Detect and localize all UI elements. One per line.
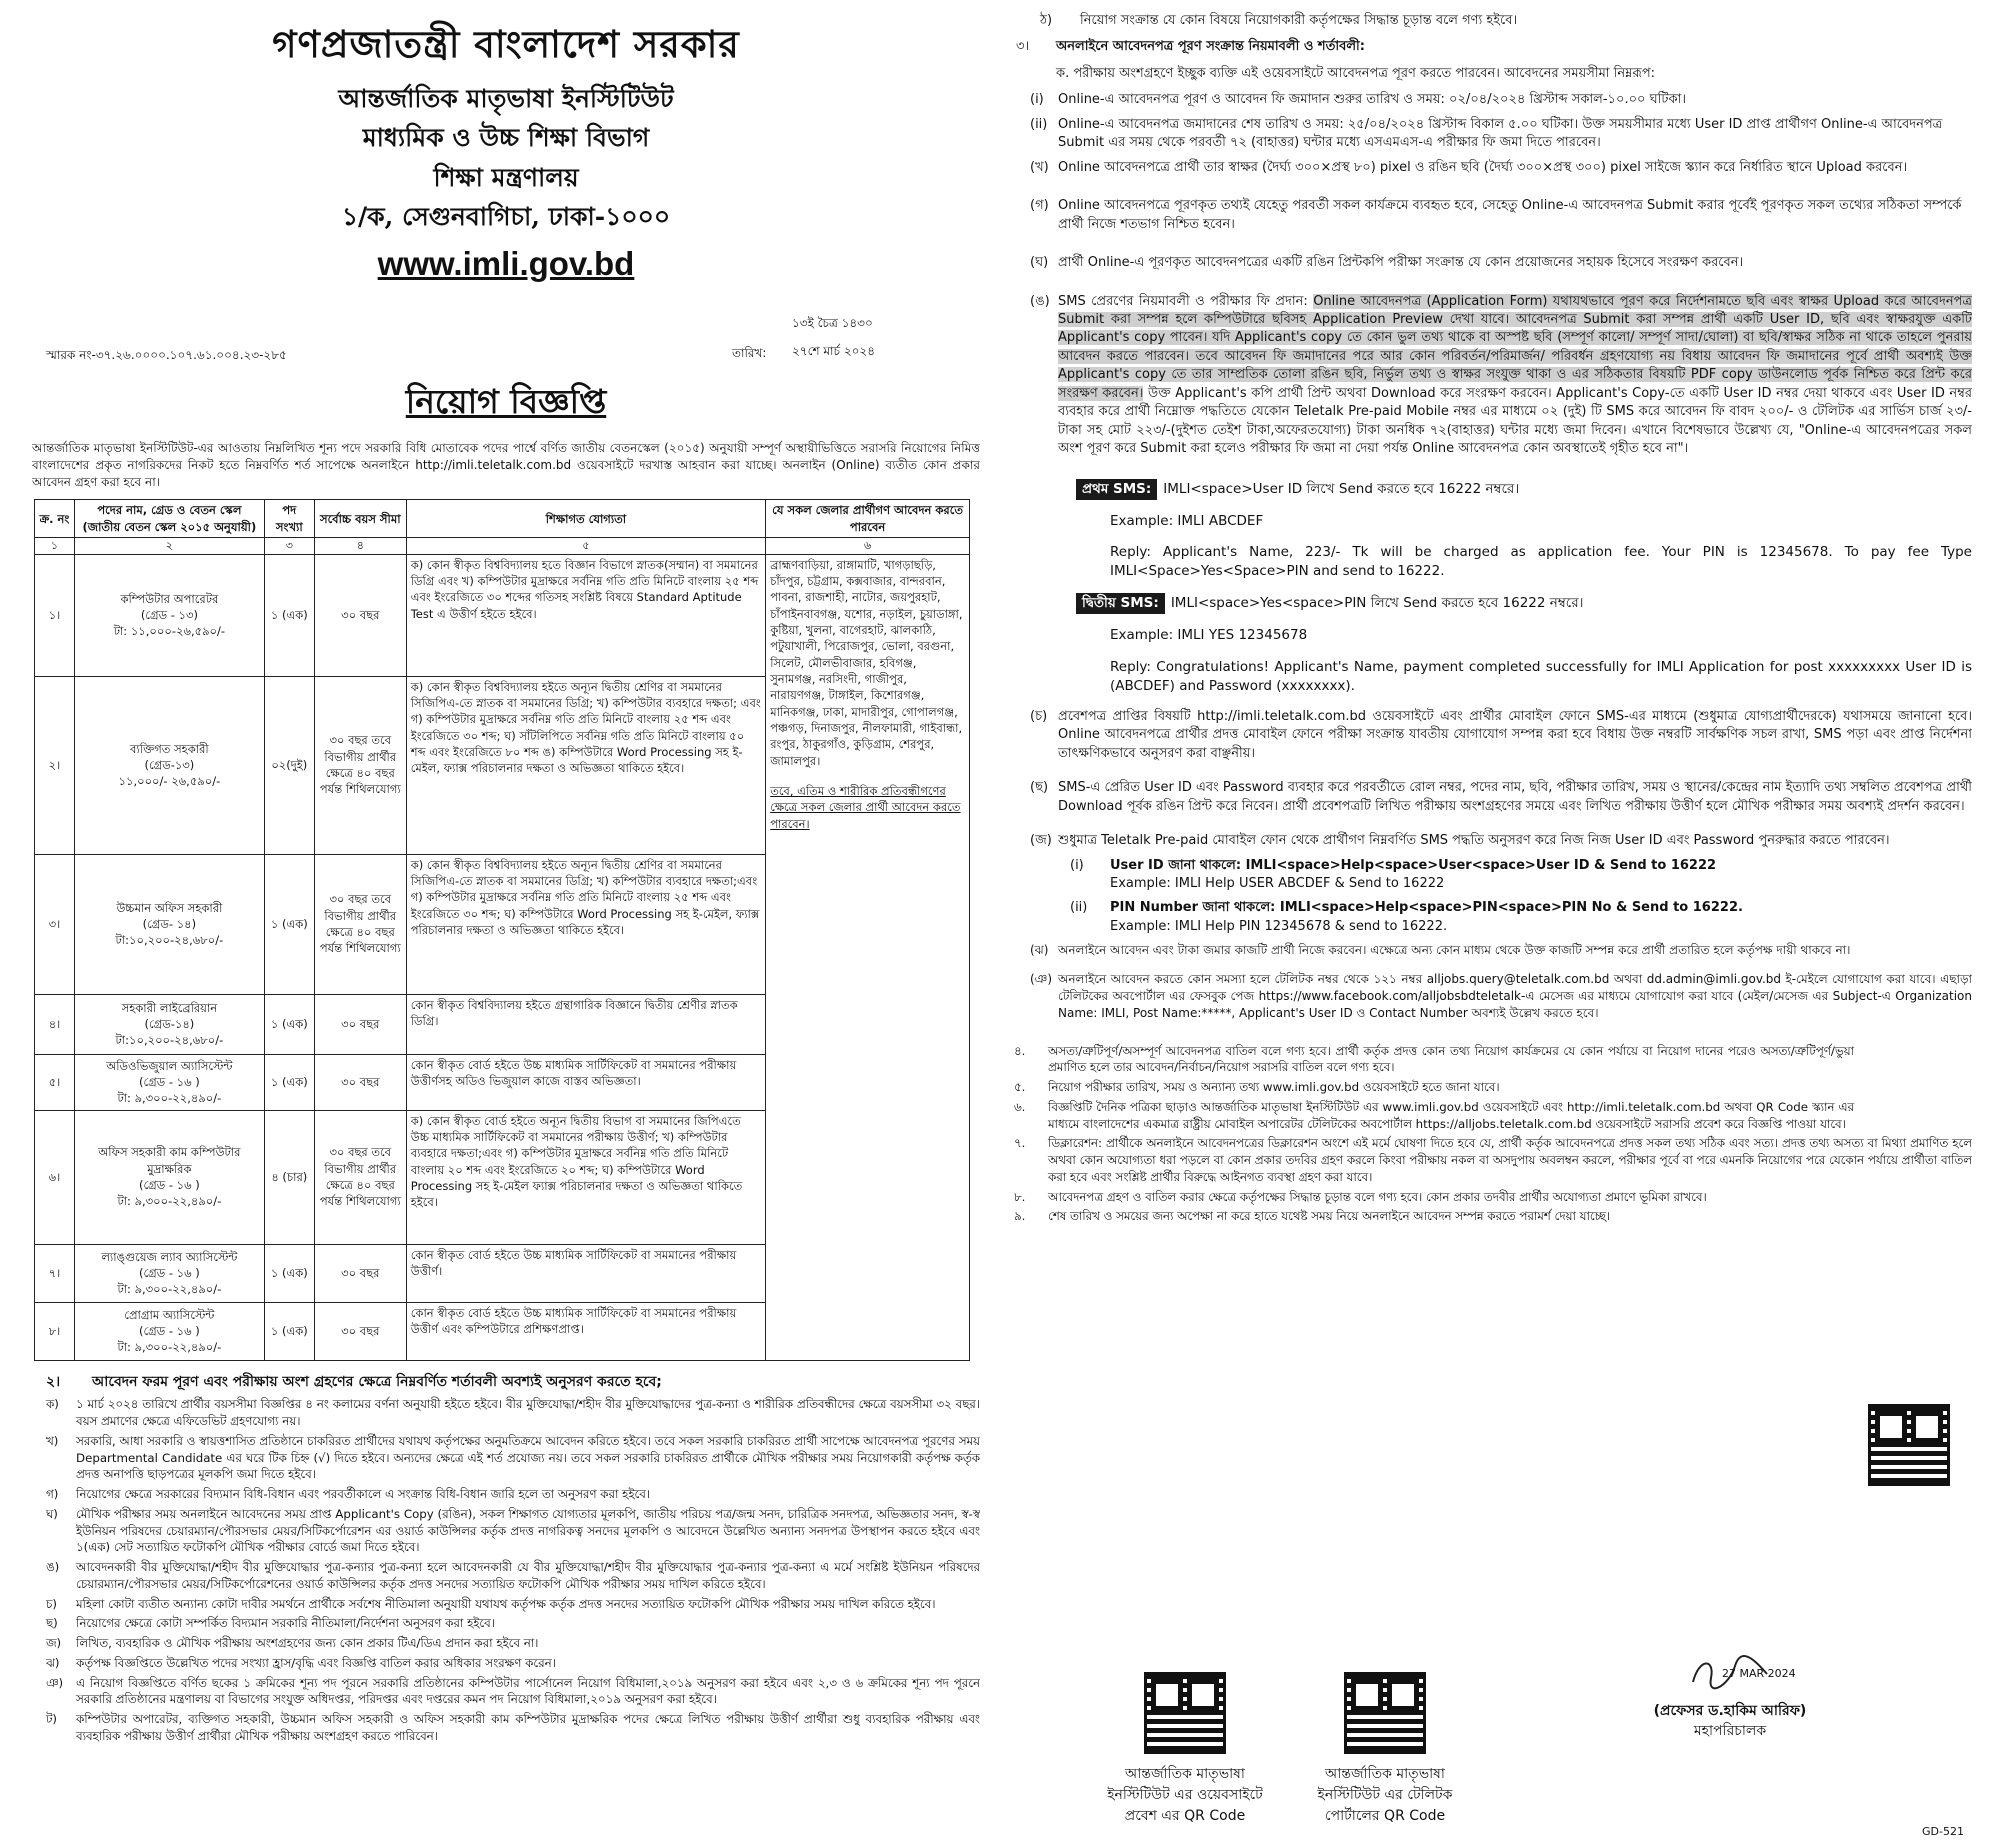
item-text: Online আবেদনপত্রে প্রার্থী তার স্বাক্ষর (দৈর্ঘ্য ৩০০×প্রস্থ ৮০) pixel ও রঙিন ছবি (দৈর্ঘ্য ৩০০×প্রস্থ ৩০০) pixel সাইজে স্ক্যান করে নির্ধারিত স্থানে Upload করবেন। (1058, 159, 1908, 175)
col-age: সর্বোচ্চ বয়স সীমা (314, 500, 406, 538)
post-scale: টা:১০,২০০-২৪,৬৮০/- (115, 1033, 224, 1048)
item-key: ছ) (46, 1616, 58, 1631)
item-text: অনলাইনে আবেদন করতে কোন সমস্যা হলে টেলিটক নম্বর থেকে ১২১ নম্বর alljobs.query@teletalk.com.bd অথবা dd.admin@imli.gov.bd ই-মেইলে যোগাযোগ করা যাবে। এছাড়া টেলিটকের অবপোর্টাল এর ফেসবুক পেজ https://www.facebook.com/alljobsbdteletalk-এ মেসেজ এর মাধ্যমে যোগাযোগ করা যাবে (মেইল/মেসেজ এর Subject-এ Organization Name: IMLI, Post Name:*****, Applicant's User ID ও Contact Number অবশ্যই উল্লেখ করতে হবে। (1058, 972, 1972, 1021)
section-2-title: আবেদন ফরম পূরণ এবং পরীক্ষায় অংশ গ্রহণের ক্ষেত্রে নিম্নবর্ণিত শর্তাবলী অবশ্যই অনুসরণ করতে হবে; (92, 1373, 662, 1390)
qr-website-caption (1100, 1764, 1270, 1827)
recover-pin-example: Example: IMLI Help PIN 12345678 & send to 16222. (1110, 918, 1448, 934)
list-item (1000, 1208, 1972, 1225)
item-key: (ii) (1070, 900, 1088, 916)
post-name: অফিস সহকারী কাম কম্পিউটার মুদ্রাক্ষরিক (98, 1145, 241, 1176)
item-text: বিজ্ঞপ্তিটি দৈনিক পত্রিকা ছাড়াও আন্তর্জাতিক মাতৃভাষা ইনস্টিটিউট এর www.imli.gov.bd ওয়েবসাইটে এবং http://imli.teletalk.com.bd অথবা QR Code স্ক্যান এর মাধ্যমে বাংলাদেশের একমাত্র রাষ্ট্রীয় মোবাইল অপারেটর টেলিটকের অবপোর্টাল https://alljobs.teletalk.com.bd ওয়েবসাইটে সরাসরি প্রবেশ করে বিজ্ঞপ্তি পাওয়া যাবে। (1048, 1099, 1854, 1131)
item-text: SMS-এ প্রেরিত User ID এবং Password ব্যবহার করে পরবর্তীতে রোল নম্বর, পদের নাম, ছবি, পরীক্ষার তারিখ, সময় ও স্থানের/কেন্দ্রের নাম ইত্যাদি তথ্য সম্বলিত প্রবেশপত্র প্রার্থী Download পূর্বক রঙিন প্রিন্ট করে নিবেন। প্রার্থী প্রবেশপত্রটি লিখিত পরীক্ষায় অংশগ্রহণের সময়ে এবং লিখিত পরীক্ষায় উত্তীর্ণ হলে মৌখিক পরীক্ষার সময় অবশ্যই প্রদর্শন করবেন। (1058, 780, 1972, 814)
col-districts: যে সকল জেলার প্রার্থীগণ আবেদন করতে পারবেন (766, 500, 970, 538)
second-sms-example: Example: IMLI YES 12345678 (1110, 627, 1308, 644)
item-key: (ii) (1030, 116, 1048, 132)
item-key: ৮. (1014, 1189, 1026, 1204)
first-sms (1076, 479, 1972, 500)
recover-pin: PIN Number জানা থাকলে: IMLI<space>Help<space>PIN<space>PIN No & Send to 16222. (1110, 900, 1743, 916)
qr-caption-line: ইনস্টিটিউট এর ওয়েবসাইটে (1107, 1787, 1263, 1803)
item-text (1110, 899, 1972, 936)
item-text: আবেদনকারী বীর মুক্তিযোদ্ধা/শহীদ বীর মুক্তিযোদ্ধার পুত্র-কন্যার পুত্র-কন্যা হলে আবেদনকারী যে বীর মুক্তিযোদ্ধা/শহীদ বীর মুক্তিযোদ্ধার পুত্র-কন্যার পুত্র-কন্যা এ মর্মে সংশ্লিষ্ট ইউনিয়ন পরিষদের চেয়ারম্যান/পৌরসভার মেয়র/সিটিকর্পোরেশনের ওয়ার্ড কাউন্সিলর কর্তৃক প্রদত্ত সনদের সত্যায়িত ফটোকপি মৌখিক পরীক্ষার সময় দাখিল করিতে হইবে। (76, 1560, 980, 1591)
row-post (74, 1302, 264, 1360)
list-item (32, 1506, 980, 1556)
post-name: সহকারী লাইব্রেরিয়ান (121, 1000, 218, 1015)
index-cell: ৫ (406, 538, 765, 555)
item-text: লিখিত, ব্যবহারিক ও মৌখিক পরীক্ষায় অংশগ্রহণের জন্য কোন প্রকার টিএ/ডিএ প্রদান করা হইবে না। (76, 1636, 539, 1651)
qr-code-icon[interactable] (1344, 1672, 1426, 1754)
item-text: সরকারি, আধা সরকারি ও স্বায়ত্তশাসিত প্রতিষ্ঠানে চাকরিরত প্রার্থীদের যথাযথ কর্তৃপক্ষের অনুমতিক্রমে আবেদন করিতে হইবে। তবে সকল সরকারি চাকরিরত প্রার্থী সাপেক্ষে আবেদনপত্র পূরণের সময় Departmental Candidate এর ঘরে টিক চিহ্ন (√) দিতে হইবে। অন্যদের ক্ষেত্রে এই শর্ত প্রযোজ্য নয়। তবে সকল সরকারি চাকরিরত প্রার্থীকে মৌখিক পরীক্ষার সময় নিয়োগকারী কর্তৃপক্ষ কর্তৃক প্রদত্ত অনাপত্তি ছাড়পত্রের মূলকপি জমা দিতে হইবে। (76, 1433, 980, 1482)
list-item (1000, 1043, 1854, 1077)
final-notes-2 (1000, 1135, 1972, 1225)
item-key: (গ) (1030, 198, 1049, 214)
first-sms-text: IMLI<space>User ID লিখে Send করতে হবে 16222 নম্বরে। (1163, 480, 1520, 497)
row-count: ১ (এক) (264, 854, 314, 994)
post-grade: (গ্রেড - ১৩) (140, 607, 198, 622)
right-column (1000, 0, 1972, 1846)
row-sl: ৭। (35, 1244, 75, 1302)
post-scale: টা: ৯,৩০০-২২,৪৯০/- (117, 1091, 222, 1106)
item-text: ক. পরীক্ষায় অংশগ্রহণে ইচ্ছুক ব্যক্তি এই ওয়েবসাইটে আবেদনপত্র পূরণ করতে পারবেন। আবেদনের সময়সীমা নিম্নরূপ: (1056, 65, 1656, 81)
item-text (1058, 293, 1972, 459)
post-scale: ১১,০০০/- ২৬,৫৯০/- (118, 774, 221, 789)
qr-caption-line: আন্তর্জাতিক মাতৃভাষা (1125, 1766, 1245, 1782)
item-key: (ছ) (1030, 780, 1049, 796)
table-header-row (35, 500, 970, 538)
footer-code: GD-521 (1922, 1825, 1964, 1839)
item-text: কম্পিউটার অপারেটর, ব্যক্তিগত সহকারী, উচ্চমান অফিস সহকারী ও অফিস সহকারী কাম কম্পিউটার মুদ্রাক্ষরিক পদের ক্ষেত্রে লিখিত পরীক্ষায় উত্তীর্ণ প্রার্থীরা শুধু ব্যবহারিক পরীক্ষায় এবং ব্যবহারিক পরীক্ষায় উত্তীর্ণ প্রার্থীরা মৌখিক পরীক্ষায় অংশগ্রহণ করতে পারিবেন। (76, 1712, 980, 1743)
memo-ref: স্মারক নং-৩৭.২৬.০০০০.১০৭.৬১.০০৪.২৩-২৮৫ (46, 348, 287, 363)
date-bangla: ১৩ই চৈত্র ১৪৩০ (792, 316, 873, 331)
post-name: ব্যক্তিগত সহকারী (130, 741, 209, 756)
row-qual: ক) কোন স্বীকৃত বোর্ড হইতে অন্যূন দ্বিতীয় বিভাগ বা সমমানের জিপিএতে উচ্চ মাধ্যমিক সার্টিফিকেট বা সমমানের পরীক্ষায় উত্তীর্ণ; খ) কম্পিউটার ব্যবহারে দক্ষতা;এবং গ) কম্পিউটার মুদ্রাক্ষরে সর্বনিম্ন গতি প্রতি মিনিটে বাংলায় ২০ শব্দ এবং ইংরেজিতে ২০ শব্দ; ঘ) কম্পিউটারে Word Processing সহ ই-মেইল ফ্যাক্স পরিচালনার দক্ষতা ও অভিজ্ঞতা থাকিতে হইবে। (406, 1110, 765, 1244)
list-item (32, 1433, 980, 1483)
qr-code-icon[interactable] (1144, 1672, 1226, 1754)
row-sl: ৪। (35, 994, 75, 1054)
item-key: (খ) (1030, 159, 1049, 175)
list-item (1000, 942, 1972, 959)
second-sms (1076, 593, 1972, 614)
row-post (74, 994, 264, 1054)
first-sms-reply: Reply: Applicant's Name, 223/- Tk will be charged as application fee. Your PIN is 12345678. To pay fee Type IMLI<Space>Yes<Space>PIN and send to 16222. (1110, 543, 1972, 580)
sms-rules-rest: উক্ত Applicant's কপি প্রার্থী প্রিন্ট অথবা Download করে সংরক্ষণ করবেন। Applicant's Copy-তে একটি User ID নম্বর দেয়া থাকবে এবং User ID নম্বর ব্যবহার করে প্রার্থী নিম্নোক্ত পদ্ধতিতে যেকোন Teletalk Pre-paid Mobile নম্বর এর মাধ্যমে ০২ (দুই) টি SMS করে আবেদন ফি বাবদ ২০০/- ও টেলিটক এর সার্ভিস চার্জ ২৩/- টাকা সহ মোট ২২৩/-(দুইশত তেইশ টাকা,অফেরতযোগ্য) টাকা অনধিক ৭২(বাহাত্তর) ঘন্টার মধ্যে জমা দিবেন। এখানে বিশেষভাবে উল্লেখ্য যে, "Online-এ আবেদনপত্রের সকল অংশ পূরণ করে Submit করা হলেও পরীক্ষার ফি জমা না দেয়া পর্যন্ত Online আবেদনপত্র কোন অবস্থাতেই গৃহীত হবে না"। (1058, 385, 1972, 457)
section-2-number: ২। (46, 1373, 61, 1390)
item-text: অনলাইনে আবেদন এবং টাকা জমার কাজটি প্রার্থী নিজে করবেন। এক্ষেত্রে অন্য কোন মাধ্যম থেকে উক্ত কাজটি সম্পন্ন করে প্রার্থী প্রতারিত হলে কর্তৃপক্ষ দায়ী থাকবে না। (1058, 943, 1851, 958)
item-key: খ) (46, 1433, 59, 1448)
item-text: কর্তৃপক্ষ বিজ্ঞপ্তিতে উল্লেখিত পদের সংখ্যা হ্রাস/বৃদ্ধি এবং বিজ্ঞপ্তি বাতিল করার অধিকার সংরক্ষণ করেন। (76, 1655, 556, 1670)
row-qual: ক) কোন স্বীকৃত বিশ্ববিদ্যালয় হইতে অন্যূন দ্বিতীয় শ্রেণির বা সমমানের সিজিপিএ-তে স্নাতক বা সমমানের ডিগ্রি; খ) কম্পিউটার ব্যবহারে দক্ষতা;এবং গ) কম্পিউটার মুদ্রাক্ষরে সর্বনিম্ন গতি প্রতি মিনিটে বাংলায় ২৫ শব্দ এবং ইংরেজিতে ৩০ শব্দ; ঘ) কম্পিউটারে Word Processing সহ ই-মেইল, ফ্যাক্স পরিচালনার দক্ষতা ও অভিজ্ঞতা থাকিতে হইবে। (406, 854, 765, 994)
item-key: (ঘ) (1030, 255, 1049, 271)
list-item (1000, 159, 1972, 177)
signatory-name: (প্রফেসর ড.হাকিম আরিফ) (1653, 1703, 1807, 1719)
item-key-empty (1000, 65, 1056, 83)
row-qual: কোন স্বীকৃত বোর্ড হইতে উচ্চ মাধ্যমিক সার্টিফিকেট বা সমমানের পরীক্ষায় উত্তীর্ণ এবং কম্পিউটারে প্রশিক্ষণপ্রাপ্ত। (406, 1302, 765, 1360)
item-text: শেষ তারিখ ও সময়ের জন্য অপেক্ষা না করে হাতে যথেষ্ট সময় নিয়ে অনলাইনে আবেদন সম্পন্ন করতে পরামর্শ দেয়া যাচ্ছে। (1048, 1209, 1610, 1224)
districts-list: ব্রাহ্মণবাড়িয়া, রাঙ্গামাটি, খাগড়াছড়ি, চাঁদপুর, চট্টগ্রাম, কক্সবাজার, বান্দরবান, পাবনা, রাজশাহী, নাটোর, জয়পুরহাট, চাঁপাইনবাবগঞ্জ, যশোর, নড়াইল, চুয়াডাঙ্গা, কুষ্টিয়া, খুলনা, বাগেরহাট, ঝালকাঠি, পটুয়াখালী, পিরোজপুর, ভোলা, বরগুনা, সিলেট, মৌলভীবাজার, হবিগঞ্জ, সুনামগঞ্জ, নরসিংদী, গাজীপুর, নারায়ণগঞ্জ, টাঙ্গাইল, কিশোরগঞ্জ, মানিকগঞ্জ, ঢাকা, মাদারীপুর, গোপালগঞ্জ, পঞ্চগড়, দিনাজপুর, নীলফামারী, গাইবান্ধা, রংপুর, ঠাকুরগাঁও, কুড়িগ্রাম, শেরপুর, জামালপুর। (770, 557, 963, 768)
row-age: ৩০ বছর (314, 554, 406, 676)
index-cell: ৪ (314, 538, 406, 555)
post-scale: টা: ১১,০০০-২৬,৫৯০/- (113, 624, 226, 639)
item-text: ১ মার্চ ২০২৪ তারিখে প্রার্থীর বয়সসীমা বিজ্ঞপ্তির ৪ নং কলামের বর্ণনা অনুযায়ী হইতে হইবে। বীর মুক্তিযোদ্ধা/শহীদ বীর মুক্তিযোদ্ধাদের পুত্র-কন্যা ও শারীরিক প্রতিবন্ধীদের ক্ষেত্রে বয়সসীমা ৩২ বছর। বয়স প্রমাণের ক্ষেত্রে এফিডেভিট গ্রহণযোগ্য নয়। (76, 1397, 980, 1429)
memo-line (32, 315, 980, 373)
col-post: পদের নাম, গ্রেড ও বেতন স্কেল (জাতীয় বেতন স্কেল ২০১৫ অনুযায়ী) (74, 500, 264, 538)
date-english: ২৭শে মার্চ ২০২৪ (792, 344, 876, 359)
row-age: ৩০ বছর (314, 1302, 406, 1360)
item-key: ঞ) (46, 1675, 64, 1690)
list-item (1000, 1189, 1972, 1206)
item-key: (ঝ) (1030, 943, 1049, 958)
item-text: মহিলা কোটা ব্যতীত অন্যান্য কোটা দাবীর সমর্থনে প্রার্থীকে সর্বশেষ নীতিমালা অনুযায়ী যথাযথ কর্তৃপক্ষ কর্তৃক প্রদত্ত সনদের সত্যায়িত ফটোকপি মৌখিক পরীক্ষার সময় দাখিল করিতে হইবে। (76, 1596, 936, 1611)
row-sl: ৫। (35, 1054, 75, 1110)
item-text: শুধুমাত্র Teletalk Pre-paid মোবাইল ফোন থেকে প্রার্থীগণ নিম্নবর্ণিত SMS পদ্ধতি অনুসরণ করে নিজ নিজ User ID এবং Password পুনরুদ্ধার করতে পারবেন। (1058, 833, 1890, 849)
item-key: (i) (1030, 92, 1044, 108)
qr-caption-line: ইনস্টিটিউট এর টেলিটক (1317, 1787, 1453, 1803)
row-count: ০২(দুই) (264, 676, 314, 854)
item-key: ৯. (1014, 1209, 1026, 1224)
section-3-title: অনলাইনে আবেদনপত্র পূরণ সংক্রান্ত নিয়মাবলী ও শর্তাবলী: (1056, 39, 1365, 55)
row-age: ৩০ বছর (314, 1244, 406, 1302)
list-item (32, 1711, 980, 1745)
row-age: ৩০ বছর তবে বিভাগীয় প্রার্থীর ক্ষেত্রে ৪০ বছর পর্যন্ত শিথিলযোগ্য (314, 854, 406, 994)
list-item (1000, 857, 1972, 894)
row-age: ৩০ বছর (314, 1054, 406, 1110)
list-item (1000, 899, 1972, 936)
post-scale: টা: ৯,৩০০-২২,৪৯০/- (117, 1340, 222, 1355)
item-key: চ) (46, 1596, 57, 1611)
item-text: প্রার্থী Online-এ পূরণকৃত আবেদনপত্রের একটি রঙিন প্রিন্টকপি পরীক্ষা সংক্রান্ত যে কোন প্রয়োজনের সহায়ক হিসেবে সংরক্ষণ করবেন। (1058, 255, 1744, 271)
row-qual: ক) কোন স্বীকৃত বিশ্ববিদ্যালয় হইতে অন্যূন দ্বিতীয় শ্রেণির বা সমমানের সিজিপিএ-তে স্নাতক বা সমমানের ডিগ্রি; খ) কম্পিউটার ব্যবহারে দক্ষতা; এবং গ) কম্পিউটার মুদ্রাক্ষরে সর্বনিম্ন গতি প্রতি মিনিটে বাংলায় ২৫ শব্দ এবং ইংরেজিতে ৩০ শব্দ; ঘ) সাঁটলিপিতে সর্বনিম্ন গতি প্রতি মিনিটে বাংলায় ৫০ শব্দ এবং ইংরেজিতে ৮০ শব্দ ঙ) কম্পিউটারে Word Processing সহ ই-মেইল, ফ্যাক্স পরিচালনার দক্ষতা ও অভিজ্ঞতা থাকিতে হইবে। (406, 676, 765, 854)
row-count: ১ (এক) (264, 1302, 314, 1360)
recover-userid-example: Example: IMLI Help USER ABCDEF & Send to 16222 (1110, 876, 1445, 892)
recover-userid: User ID জানা থাকলে: IMLI<space>Help<space>User<space>User ID & Send to 16222 (1110, 857, 1717, 873)
districts-note: তবে, এতিম ও শারীরিক প্রতিবন্ধীগণের ক্ষেত্রে সকল জেলার প্রার্থী আবেদন করতে পারবেন। (770, 783, 961, 831)
list-item (32, 1396, 980, 1430)
item-key: ঘ) (46, 1506, 58, 1521)
item-key: ঠ) (1040, 13, 1053, 28)
left-column (32, 0, 980, 1846)
item-text: ডিক্লারেশন: প্রার্থীকে অনলাইনে আবেদনপত্রের ডিক্লারেশন অংশে এই মর্মে ঘোষণা দিতে হবে যে, প্রার্থী কর্তৃক আবেদনপত্রে প্রদত্ত সকল তথ্য সঠিক এবং সত্য। প্রদত্ত তথ্য অসত্য বা মিথ্যা প্রমাণিত হলে অথবা কোন অযোগ্যতা ধরা পড়লে বা কোন প্রকার তদবির গ্রহণ করলে কিংবা পরীক্ষায় নকল বা অসদুপায় অবলম্বন করলে, পরীক্ষার পূর্বে বা পরে এমনকি নিয়োগের পরে যেকোন পর্যায়ে প্রার্থীতা বাতিল করা হবে এবং সংশ্লিষ্ট প্রার্থীর বিরুদ্ধে আইনগত ব্যবস্থা গ্রহণ করা যাবে। (1048, 1136, 1972, 1184)
index-cell: ১ (35, 538, 75, 555)
item-text (1110, 857, 1972, 894)
date-label: তারিখ: (732, 346, 767, 361)
qr-portal (1300, 1672, 1470, 1827)
post-grade: (গ্রেড - ১৬ ) (138, 1323, 200, 1338)
item-key: (চ) (1030, 708, 1048, 724)
signature-mark (1610, 1652, 1850, 1696)
posts-table (34, 499, 970, 1360)
list-item (32, 1675, 980, 1709)
qr-caption-line: প্রবেশ এর QR Code (1124, 1808, 1246, 1824)
ministry-name: শিক্ষা মন্ত্রণালয় (433, 162, 579, 192)
second-sms-text: IMLI<space>Yes<space>PIN লিখে Send করতে হবে 16222 নম্বরে। (1170, 595, 1584, 612)
govt-title: গণপ্রজাতন্ত্রী বাংলাদেশ সরকার (272, 22, 740, 66)
item-key: ঙ) (46, 1560, 60, 1575)
item-text: নিয়োগ পরীক্ষার তারিখ, সময় ও অন্যান্য তথ্য www.imli.gov.bd ওয়েবসাইটে হতে জানা যাবে। (1048, 1080, 1500, 1095)
list-item (1000, 65, 1972, 83)
row-sl: ২। (35, 676, 75, 854)
item-key: ক) (46, 1397, 59, 1412)
list-item (1000, 12, 1972, 30)
highlighted-instructions: Online আবেদনপত্র (Application Form) যথাযথভাবে পূরণ করে নির্দেশনামতে ছবি এবং স্বাক্ষর Upload করে আবেদনপত্র Submit করা সম্পন্ন হলে কম্পিউটারে ছবিসহ Application Preview দেখা যাবে। আবেদনপত্র Submit করা সম্পন্ন প্রার্থী একটি User ID, ছবি এবং স্বাক্ষরযুক্ত একটি Applicant's copy পাবেন। যদি Applicant's copy তে কোন ভুল তথ্য থাকে বা অস্পষ্ট ছবি (সম্পূর্ণ কালো/ সম্পূর্ণ সাদা/ঘোলা) বা ছবি/স্বাক্ষর সঠিক না থাকে তাহলে পুনরায় আবেদন করতে পারবেন। তবে আবেদন ফি জমাদানের পরে আর কোন পরিবর্তন/পরিমার্জন/ পরিবর্ধন গ্রহণযোগ্য নয় বিধায় আবেদন ফি জমাদানের পূর্বে প্রার্থী অবশ্যই উক্ত Applicant's copy তে তার সাম্প্রতিক তোলা রঙিন ছবি, নির্ভুল তথ্য ও স্বাক্ষর সংযুক্ত থাকা ও এর সঠিকতার বিষয়টি PDF copy ডাউনলোড পূর্বক নিশ্চিত করে প্রিন্ট করে সংরক্ষণ করবেন। (1058, 293, 1972, 401)
post-name: কম্পিউটার অপারেটর (120, 591, 219, 606)
row-sl: ৬। (35, 1110, 75, 1244)
item-text: নিয়োগের ক্ষেত্রে কোটা সম্পর্কিত বিদ্যমান সরকারি নীতিমালা/নির্দেশনা অনুসরণ করা হইবে। (76, 1616, 495, 1631)
post-name: ল্যাঙ্গুয়েজ ল্যাব অ্যাসিস্টেন্ট (101, 1249, 238, 1264)
list-item (32, 1596, 980, 1613)
list-item (1000, 197, 1972, 234)
teletalk-qr-icon[interactable] (1868, 1404, 1950, 1486)
row-count: ৪ (চার) (264, 1110, 314, 1244)
sms-rules-lead: SMS প্রেরণের নিয়মাবলী ও পরীক্ষার ফি প্রদান: (1058, 293, 1308, 309)
first-sms-badge: প্রথম SMS: (1076, 479, 1157, 500)
table-row (35, 554, 970, 676)
item-key: ৫. (1014, 1080, 1026, 1095)
post-grade: (গ্রেড-১৩) (144, 757, 195, 772)
item-text: নিয়োগ সংক্রান্ত যে কোন বিষয়ে নিয়োগকারী কর্তৃপক্ষের সিদ্ধান্ত চূড়ান্ত বলে গণ্য হইবে। (1080, 13, 1518, 28)
index-cell: ৬ (766, 538, 970, 555)
division-name: মাধ্যমিক ও উচ্চ শিক্ষা বিভাগ (362, 123, 650, 153)
list-item (1000, 293, 1972, 459)
item-key: গ) (46, 1487, 59, 1502)
row-sl: ৩। (35, 854, 75, 994)
col-count: পদ সংখ্যা (264, 500, 314, 538)
list-item (32, 1655, 980, 1672)
item-text: আবেদনপত্র গ্রহণ ও বাতিল করার ক্ষেত্রে কর্তৃপক্ষের সিদ্ধান্ত চূড়ান্ত বলে গণ্য হবে। কোন প্রকার তদবীর প্রার্থীর অযোগ্যতা প্রমাণে ভূমিকা রাখবে। (1048, 1189, 1707, 1204)
item-key: (ঞ) (1030, 972, 1053, 987)
item-key: জ) (46, 1636, 62, 1651)
item-text: Online-এ আবেদনপত্র জমাদানের শেষ তারিখ ও সময়: ২৫/০৪/২০২৪ খ্রিস্টাব্দ বিকাল ৫.০০ ঘটিকা। উক্ত সময়সীমার মধ্যে User ID প্রাপ্ত প্রার্থীগণ Online-এ আবেদনপত্র Submit এর সময় থেকে পরবর্তী ৭২ (বাহাত্তর) ঘন্টার মধ্যে এসএমএস-এ পরীক্ষার ফি জমা দিতে পারবেন। (1058, 116, 1943, 151)
list-item (32, 1559, 980, 1593)
list-item (1000, 1079, 1854, 1096)
row-age: ৩০ বছর তবে বিভাগীয় প্রার্থীর ক্ষেত্রে ৪০ বছর পর্যন্ত শিথিলযোগ্য (314, 676, 406, 854)
notice-title: নিয়োগ বিজ্ঞপ্তি (405, 382, 607, 422)
item-text: প্রবেশপত্র প্রাপ্তির বিষয়টি http://imli.teletalk.com.bd ওয়েবসাইটে এবং প্রার্থীর মোবাইল ফোনে SMS-এর মাধ্যমে (শুধুমাত্র যোগ্যপ্রার্থীদেরকে) যথাসময়ে জানানো হবে। Online আবেদনপত্রে প্রার্থীর প্রদত্ত মোবাইল ফোনে পরীক্ষা সংক্রান্ত যাবতীয় যোগাযোগ সম্পন্ন করা হবে বিধায় উক্ত নম্বরটি সার্বক্ষণিক সচল রাখা, SMS পড়া এবং প্রাপ্ত নির্দেশনা তাৎক্ষণিকভাবে অনুসরণ করা বাঞ্ছনীয়। (1058, 708, 1972, 761)
row-post (74, 554, 264, 676)
row-post (74, 676, 264, 854)
list-item (32, 1486, 980, 1503)
first-sms-example: Example: IMLI ABCDEF (1110, 512, 1264, 529)
row-qual: কোন স্বীকৃত বিশ্ববিদ্যালয় হইতে গ্রন্থাগারিক বিজ্ঞানে দ্বিতীয় শ্রেণীর স্নাতক ডিগ্রি। (406, 994, 765, 1054)
list-item (1000, 91, 1972, 109)
list-item (32, 1615, 980, 1632)
col-sl: ক্র. নং (35, 500, 75, 538)
post-grade: (গ্রেড - ১৬ ) (138, 1178, 200, 1193)
row-count: ১ (এক) (264, 1054, 314, 1110)
row-sl: ৮। (35, 1302, 75, 1360)
qr-caption-line: আন্তর্জাতিক মাতৃভাষা (1325, 1766, 1445, 1782)
section-2 (32, 1373, 980, 1745)
item-text: মৌখিক পরীক্ষার সময় অনলাইনে আবেদনের সময় প্রাপ্ত Applicant's Copy (রঙিন), সকল শিক্ষাগত যোগ্যতার মূলকপি, জাতীয় পরিচয় পত্র/জন্ম সনদ, চারিত্রিক সনদপত্র, অভিজ্ঞতার সনদ, স্ব-স্ব ইউনিয়ন পরিষদের চেয়ারম্যান/পৌরসভার মেয়র/সিটিকর্পোরেশন এর ওয়ার্ড কাউন্সিলর কর্তৃক প্রদত্ত নাগরিকত্ব সনদের মূলকপি ও আবেদনে উল্লেখিত অন্যান্য সনদপত্র উপস্থাপন করতে হইবে এবং ১(এক) সেট সত্যায়িত ফটোকপি মৌখিক পরীক্ষার বোর্ডে জমা দিতে হইবে। (76, 1506, 980, 1555)
section-3-heading (1000, 38, 1972, 56)
list-item (1000, 116, 1972, 153)
row-age: ৩০ বছর তবে বিভাগীয় প্রার্থীর ক্ষেত্রে ৪০ বছর পর্যন্ত শিথিলযোগ্য (314, 1110, 406, 1244)
signature-date: 27 MAR 2024 (1722, 1667, 1796, 1680)
row-qual: ক) কোন স্বীকৃত বিশ্ববিদ্যালয় হতে বিজ্ঞান বিভাগে স্নাতক(সম্মান) বা সমমানের ডিগ্রি এবং খ) কম্পিউটার মুদ্রাক্ষরে সর্বনিম্ন গতি প্রতি মিনিটে বাংলায় ২৫ শব্দ এবং ইংরেজিতে ৩০ শব্দের গতিসহ সংশ্লিষ্ট বিষয়ে Standard Aptitude Test এ উত্তীর্ণ হইতে হইবে। (406, 554, 765, 676)
item-key: ৪. (1014, 1043, 1026, 1058)
section-2-heading (32, 1373, 980, 1393)
row-post (74, 1110, 264, 1244)
list-item (1000, 1135, 1972, 1185)
list-item (32, 1635, 980, 1652)
intro-paragraph: আন্তর্জাতিক মাতৃভাষা ইনস্টিটিউট-এর আওতায় নিম্নলিখিত শূন্য পদে সরকারি বিধি মোতাবেক পদের পার্শ্বে বর্ণিত জাতীয় বেতনস্কেল (২০১৫) অনুযায়ী সম্পূর্ণ অস্থায়ীভিত্তিতে সরাসরি নিয়োগের নিমিত্ত বাংলাদেশের প্রকৃত নাগরিকদের নিকট হতে নিম্নবর্ণিত শর্ত সাপেক্ষে অনলাইনে http://imli.teletalk.com.bd ওয়েবসাইটে দরখাস্ত আহবান করা যাচ্ছে। অনলাইন (Online) ব্যতীত কোন প্রকার আবেদন গ্রহণ করা হবে না। (32, 441, 980, 490)
row-age: ৩০ বছর (314, 994, 406, 1054)
item-text: Online-এ আবেদনপত্র পূরণ ও আবেদন ফি জমাদান শুরুর তারিখ ও সময়: ০২/০৪/২০২৪ খ্রিস্টাব্দ সকাল-১০.০০ ঘটিকা। (1058, 92, 1686, 108)
item-key: (ঙ) (1030, 293, 1050, 309)
row-count: ১ (এক) (264, 1244, 314, 1302)
post-scale: টা:১০,২০০-২৪,৬৮০/- (115, 933, 224, 948)
item-key: ট) (46, 1712, 58, 1727)
index-cell: ৩ (264, 538, 314, 555)
row-count: ১ (এক) (264, 554, 314, 676)
item-text: নিয়োগের ক্ষেত্রে সরকারের বিদ্যমান বিধি-বিধান এবং পরবর্তীকালে এ সংক্রান্ত বিধি-বিধান জারি হলে তা অনুসরণ করা হইবে। (76, 1487, 651, 1502)
row-count: ১ (এক) (264, 994, 314, 1054)
post-scale: টা: ৯,৩০০-২২,৪৯০/- (117, 1194, 222, 1209)
row-post (74, 1054, 264, 1110)
section-3-number: ৩। (1016, 39, 1030, 55)
item-key: ৭. (1014, 1136, 1026, 1151)
col-qual: শিক্ষাগত যোগ্যতা (406, 500, 765, 538)
address: ১/ক, সেগুনবাগিচা, ঢাকা-১০০০ (341, 202, 671, 232)
qr-caption-line: পোর্টালের QR Code (1324, 1808, 1446, 1824)
item-text: Online আবেদনপত্রে পূরণকৃত তথ্যই যেহেতু পরবর্তী সকল কার্যক্রমে ব্যবহৃত হবে, সেহেতু Online-এ আবেদনপত্র Submit করার পূর্বেই পূরণকৃত সকল তথ্যের সঠিকতা সম্পর্কে প্রার্থী নিজে শতভাগ নিশ্চিত হবেন। (1058, 198, 1962, 232)
qr-website (1100, 1672, 1270, 1827)
signature-block (1610, 1652, 1850, 1742)
list-item (1000, 1099, 1854, 1133)
districts-cell (766, 554, 970, 1360)
item-key: (জ) (1030, 833, 1052, 849)
post-grade: (গ্রেড- ১৪) (142, 916, 197, 931)
item-text: এ নিয়োগ বিজ্ঞপ্তিতে বর্ণিত ছকের ১ ক্রমিকের শূন্য পদ পূরনে সরকারি প্রতিষ্ঠানের কম্পিউটার পার্সোনেল নিয়োগ বিধিমালা,২০১৯ অনুসরণ করা হইবে এবং ২,৩ ও ৬ ক্রমিকের শূন্য পদ পূরনে সরকারি প্রতিষ্ঠানের মন্ত্রণালয় বা বিভাগের সংযুক্ত অধিদপ্তর, পরিদপ্তর এবং দপ্তরের কমন পদ নিয়োগ বিধিমালা,২০১৯ অনুসরণ করা হইবে। (76, 1675, 980, 1707)
final-notes (1000, 1043, 1972, 1133)
institute-name: আন্তর্জাতিক মাতৃভাষা ইনস্টিটিউট (338, 83, 674, 113)
item-key: ৬. (1014, 1099, 1026, 1114)
index-cell: ২ (74, 538, 264, 555)
list-item (1000, 832, 1972, 850)
list-item (1000, 254, 1972, 272)
header-block (32, 18, 980, 287)
post-name: অডিওভিজুয়াল অ্যাসিস্টেন্ট (106, 1058, 233, 1073)
second-sms-badge: দ্বিতীয় SMS: (1076, 593, 1165, 614)
row-qual: কোন স্বীকৃত বোর্ড হইতে উচ্চ মাধ্যমিক সার্টিফিকেট বা সমমানের পরীক্ষায় উত্তীর্ণ। (406, 1244, 765, 1302)
signatory-title: মহাপরিচালক (1693, 1722, 1767, 1739)
second-sms-reply: Reply: Congratulations! Applicant's Name, payment completed successfully for IMLI Application for post xxxxxxxxx User ID is (ABCDEF) and Password (xxxxxxxx). (1110, 658, 1972, 694)
qr-portal-caption (1300, 1764, 1470, 1827)
post-name: উচ্চমান অফিস সহকারী (116, 900, 223, 915)
post-grade: (গ্রেড - ১৬ ) (138, 1265, 200, 1280)
post-scale: টা: ৯,৩০০-২২,৪৯০/- (117, 1282, 222, 1297)
row-sl: ১। (35, 554, 75, 676)
item-key: (i) (1070, 857, 1084, 873)
row-qual: কোন স্বীকৃত বোর্ড হইতে উচ্চ মাধ্যমিক সার্টিফিকেট বা সমমানের পরীক্ষায় উত্তীর্ণসহ অডিও ভিজুয়াল কাজে বাস্তব অভিজ্ঞতা। (406, 1054, 765, 1110)
row-post (74, 854, 264, 994)
website-link[interactable]: www.imli.gov.bd (377, 244, 635, 282)
item-key: ঝ) (46, 1655, 60, 1670)
list-item (1000, 971, 1972, 1022)
list-item (1000, 708, 1972, 763)
post-grade: (গ্রেড - ১৬ ) (138, 1074, 200, 1089)
item-text: অসত্য/ত্রুটিপূর্ণ/অসম্পূর্ণ আবেদনপত্র বাতিল বলে গণ্য হবে। প্রার্থী কর্তৃক প্রদত্ত কোন তথ্য নিয়োগ কার্যক্রমের যে কোন পর্যায়ে বা নিয়োগ দানের পরেও অসত্য/ত্রুটিপূর্ণ/ভুয়া প্রমাণিত হলে তার আবেদন/নির্বাচন/নিয়োগ সরাসরি বাতিল বলে গণ্য হবে। (1048, 1043, 1854, 1075)
post-grade: (গ্রেড-১৪) (144, 1016, 195, 1031)
table-index-row (35, 538, 970, 555)
post-name: প্রোগ্রাম অ্যাসিস্টেন্ট (124, 1307, 215, 1322)
list-item (1000, 779, 1972, 816)
row-post (74, 1244, 264, 1302)
